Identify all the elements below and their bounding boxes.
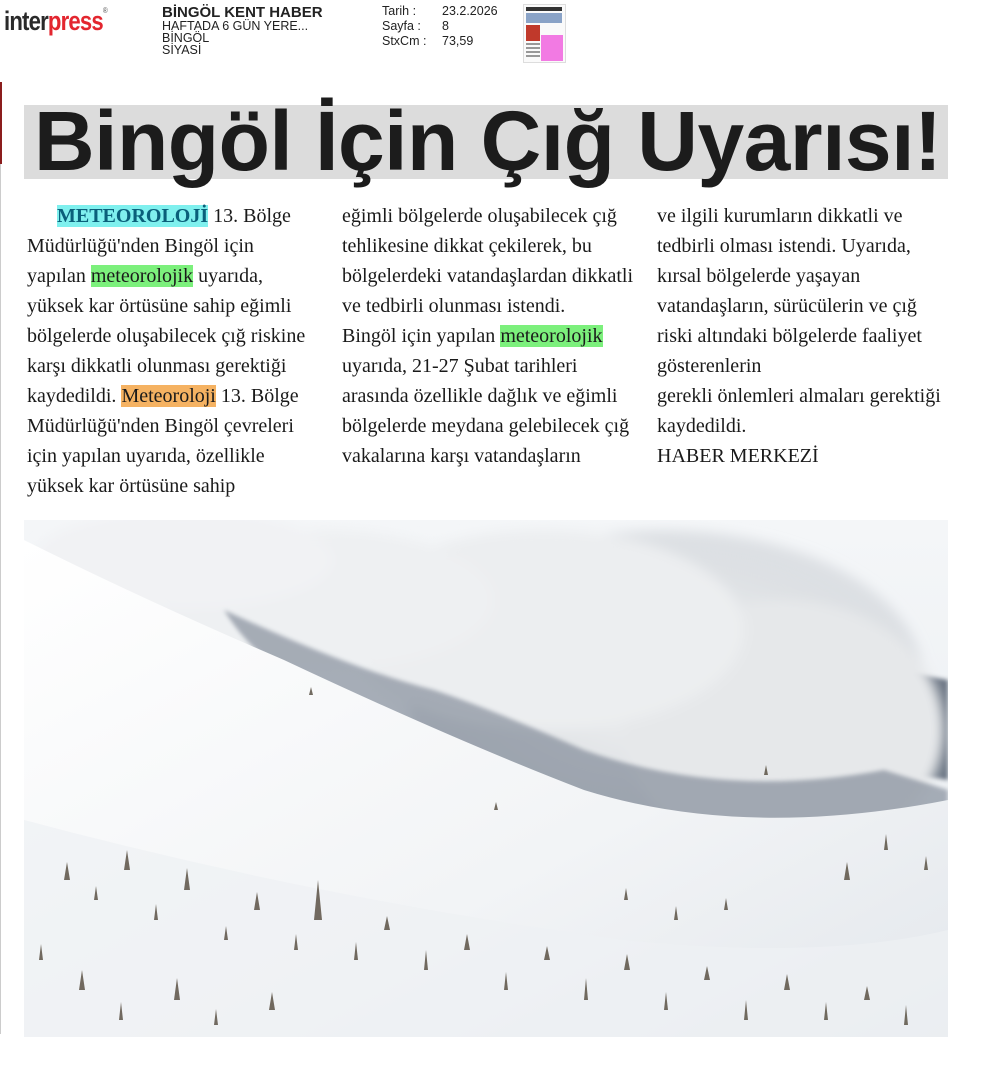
page-thumbnail[interactable]	[523, 4, 566, 63]
article-column-3	[657, 201, 957, 471]
publication-info	[162, 5, 323, 56]
keyword-highlight: meteorolojik	[90, 265, 194, 287]
paragraph: gerekli önlemleri almaları gerektiği kaydedildi.	[657, 385, 941, 437]
publication-name: BİNGÖL KENT HABER	[162, 4, 323, 21]
date-value: 23.2.2026	[442, 4, 498, 18]
paragraph: eğimli bölgelerde oluşabilecek çığ tehlikesine dikkat çekilerek, bu bölgelerdeki vatandaşlardan dikkatli ve tedbirli olunması istendi.	[342, 205, 634, 317]
interpress-logo: interpress®	[4, 6, 107, 36]
article-column-1: METEOROLOJİ 13. Bölge Müdürlüğü'nden Bingöl için yapılan meteorolojik uyarıda, yüksek kar örtüsüne sahip eğimli bölgelerde oluşabilecek çığ riskine karşı dikkatli olunması gerektiği kaydedildi. Meteoroloji 13. Bölge Müdürlüğü'nden Bingöl çevreleri için yapılan uyarıda, özellikle yüksek kar örtüsüne sahip	[27, 205, 306, 497]
avalanche-photo	[24, 520, 948, 1037]
page-value: 8	[442, 19, 449, 33]
publication-category: SİYASİ	[162, 43, 202, 57]
keyword-highlight: meteorolojik	[500, 325, 603, 347]
stxcm-label: StxCm :	[382, 34, 427, 48]
byline: HABER MERKEZİ	[657, 445, 819, 467]
headline: Bingöl İçin Çığ Uyarısı!	[34, 94, 942, 188]
margin-line	[0, 164, 1, 1034]
paragraph: ve ilgili kurumların dikkatli ve tedbirli olması istendi. Uyarıda, kırsal bölgelerde yaşayan vatandaşların, sürücülerin ve çığ riski altındaki bölgelerde faaliyet gösterenlerin	[657, 205, 922, 377]
keyword-highlight: METEOROLOJİ	[57, 205, 209, 227]
publication-frequency: HAFTADA 6 GÜN YERE...	[162, 19, 309, 33]
stxcm-value: 73,59	[442, 34, 474, 48]
date-label: Tarih :	[382, 4, 417, 18]
article-column-2: eğimli bölgelerde oluşabilecek çığ tehlikesine dikkat çekilerek, bu bölgelerdeki vatandaşlardan dikkatli ve tedbirli olunması istendi. Bingöl için yapılan meteorolojik uyarıda, 21-27 Şubat tarihleri arasında özellikle dağlık ve eğimli bölgelerde meydana gelebilecek çığ vakalarına karşı vatandaşların	[342, 201, 642, 471]
margin-bar	[0, 82, 2, 164]
clipping-meta	[382, 4, 498, 49]
page-label: Sayfa :	[382, 19, 421, 33]
publication-city: BİNGÖL	[162, 31, 210, 45]
keyword-highlight: Meteoroloji	[121, 385, 216, 407]
